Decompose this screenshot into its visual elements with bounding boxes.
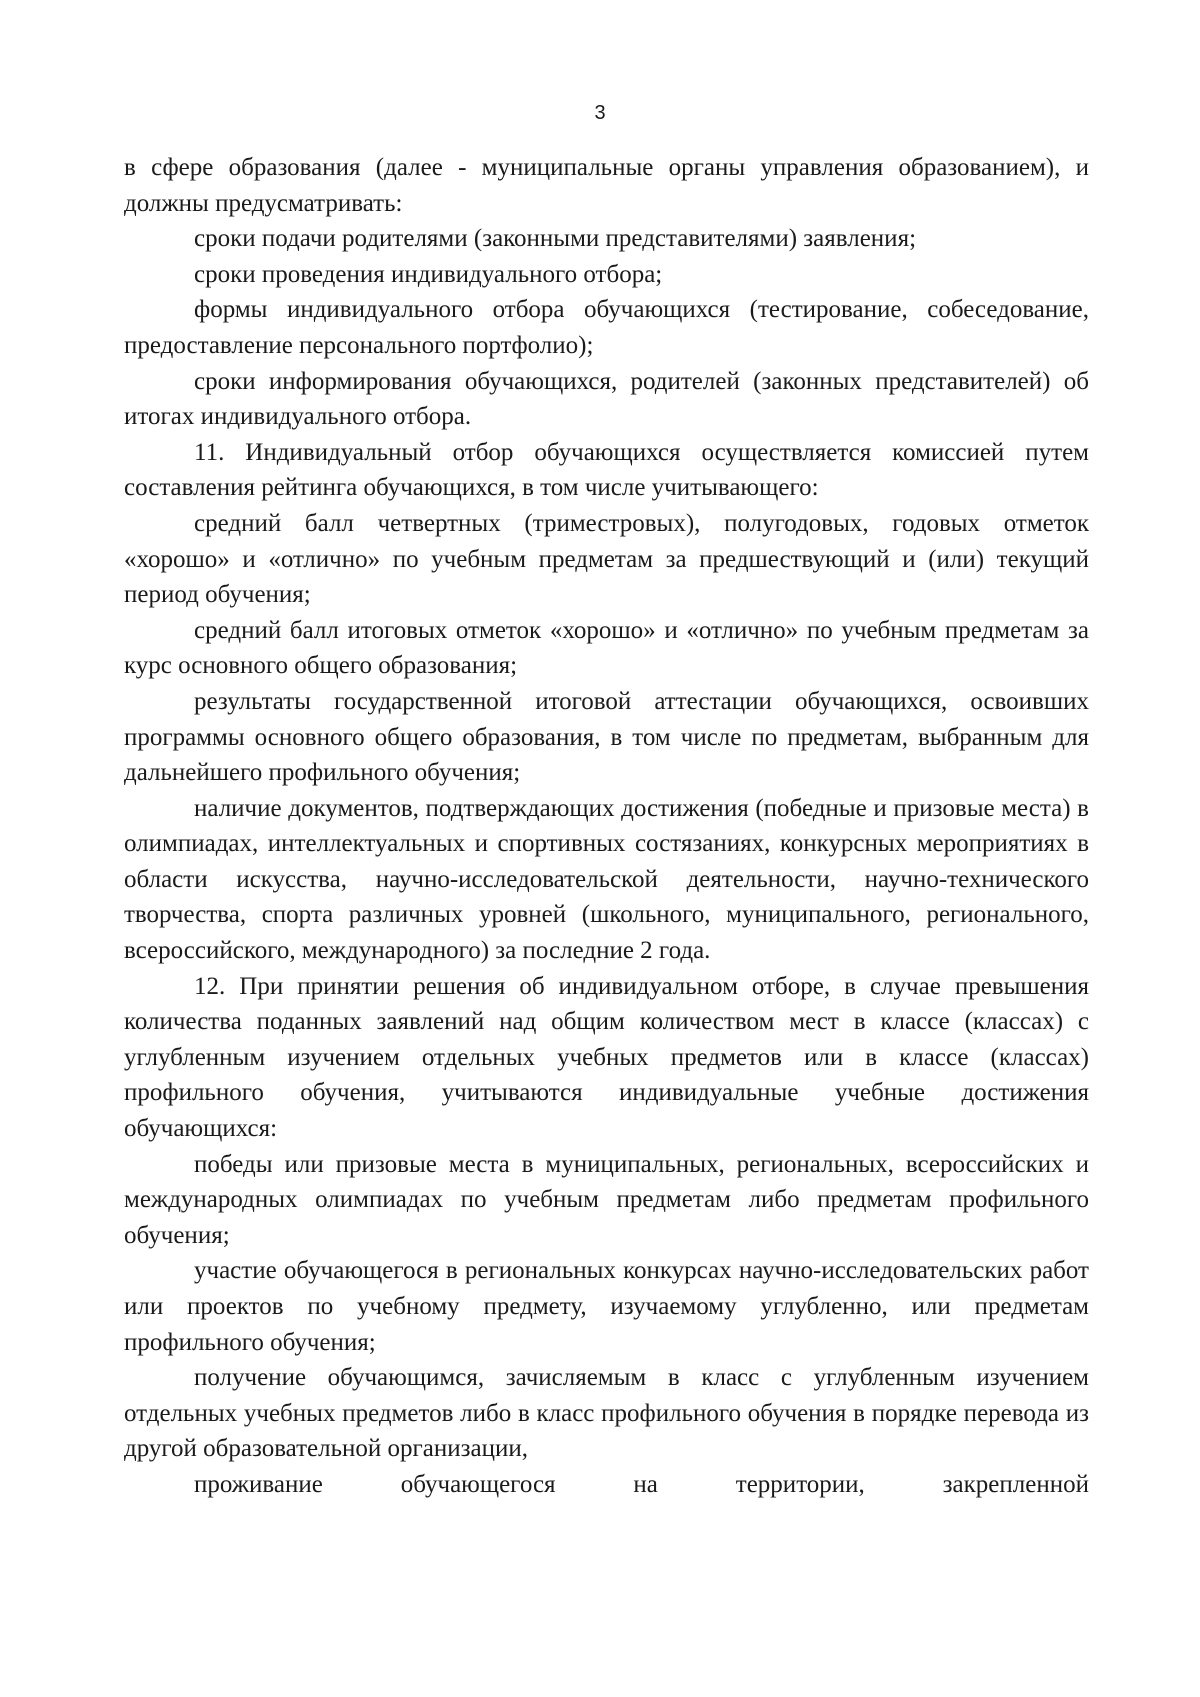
paragraph-residence: проживание обучающегося на территории, закрепленной — [194, 1470, 1089, 1498]
paragraph-clause-11: 11. Индивидуальный отбор обучающихся осуществляется комиссией путем составления рейтинга обучающихся, в том числе учитывающего: — [124, 438, 1089, 502]
paragraph-olympiad-wins: победы или призовые места в муниципальных, региональных, всероссийских и международных олимпиадах по учебным предметам либо предметам профильного обучения; — [124, 1150, 1089, 1249]
paragraph-informing-deadlines: сроки информирования обучающихся, родителей (законных представителей) об итогах индивидуального отбора. — [124, 367, 1089, 431]
document-body — [124, 150, 1089, 1503]
paragraph-average-grade-term: средний балл четвертных (триместровых), полугодовых, годовых отметок «хорошо» и «отлично» по учебным предметам за предшествующий и (или) текущий период обучения; — [124, 509, 1089, 609]
paragraph-deadline-selection: сроки проведения индивидуального отбора; — [194, 260, 663, 288]
paragraph-state-attestation: результаты государственной итоговой аттестации обучающихся, освоивших программы основного общего образования, в том числе по предметам, выбранным для дальнейшего профильного обучения; — [124, 687, 1089, 787]
paragraph-achievement-documents: наличие документов, подтверждающих достижения (победные и призовые места) в олимпиадах, интеллектуальных и спортивных состязаниях, конкурсных мероприятиях в области искусства, научно-исследовательской деятельности, научно-технического творчества, спорта различных уровней (школьного, муниципального, регионального, всероссийского, международного) за последние 2 года. — [124, 794, 1089, 965]
paragraph-average-grade-final: средний балл итоговых отметок «хорошо» и «отлично» по учебным предметам за курс основного общего образования; — [124, 616, 1089, 680]
paragraph-deadline-application: сроки подачи родителями (законными представителями) заявления; — [194, 225, 917, 253]
paragraph-clause-12: 12. При принятии решения об индивидуальном отборе, в случае превышения количества поданных заявлений над общим количеством мест в классе (классах) с углубленным изучением отдельных учебных предметов или в классе (классах) профильного обучения, учитываются индивидуальные учебные достижения обучающихся: — [124, 972, 1089, 1143]
paragraph-contest-participation: участие обучающегося в региональных конкурсах научно-исследовательских работ или проектов по учебному предмету, изучаемому углубленно, или предметам профильного обучения; — [124, 1257, 1089, 1356]
paragraph-continuation: в сфере образования (далее - муниципальные органы управления образованием), и должны предусматривать: — [124, 154, 1089, 217]
paragraph-selection-forms: формы индивидуального отбора обучающихся (тестирование, собеседование, предоставление персонального портфолио); — [124, 296, 1089, 359]
paragraph-transfer-admission: получение обучающимся, зачисляемым в класс с углубленным изучением отдельных учебных предметов либо в класс профильного обучения в порядке перевода из другой образовательной организации, — [124, 1364, 1089, 1463]
page-number: 3 — [594, 102, 606, 124]
